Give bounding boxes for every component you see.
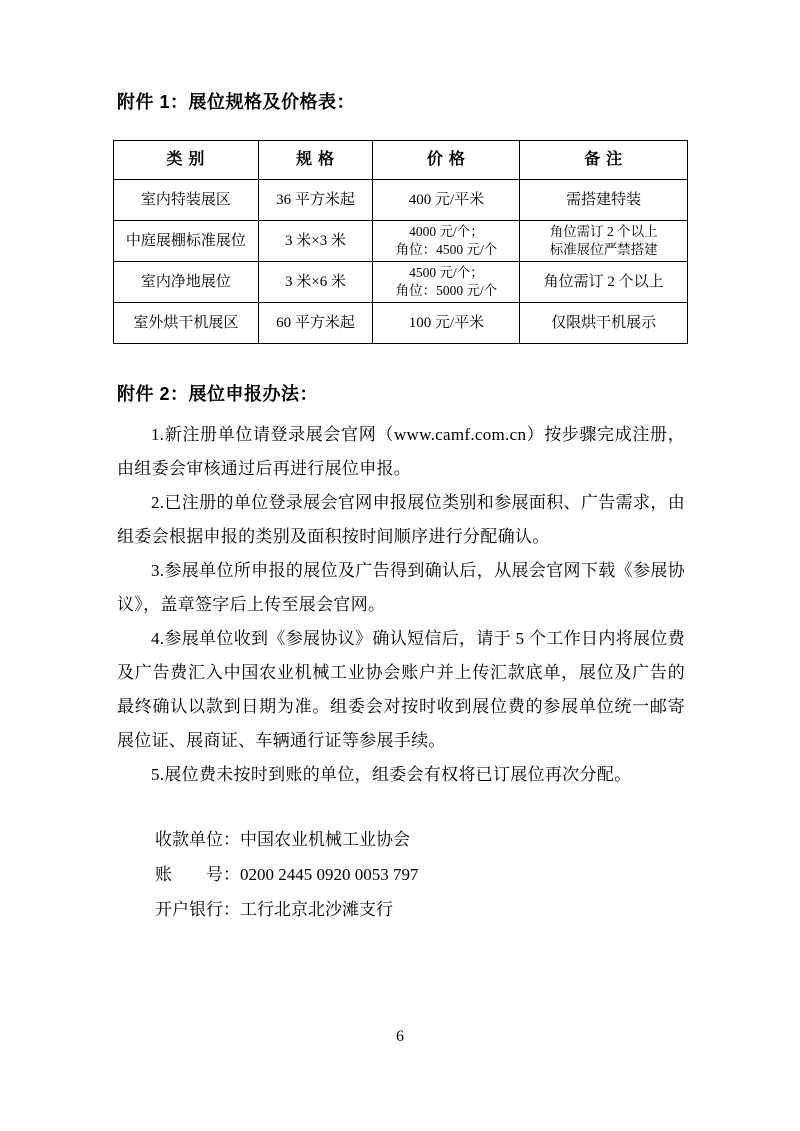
- account-number-line: 账 号：0200 2445 0920 0053 797: [155, 865, 419, 884]
- attachment2-title: 附件 2：展位申报办法：: [117, 384, 319, 404]
- cell-note-line: 角位需订 2 个以上: [549, 224, 658, 239]
- procedure-step-2: 2.已注册的单位登录展会官网申报展位类别和参展面积、广告需求，由组委会根据申报的类别及面积按时间顺序进行分配确认。: [117, 493, 685, 546]
- cell-price-line: 4000 元/个；: [409, 224, 484, 239]
- table-row: [114, 303, 688, 344]
- table-row: [114, 180, 688, 221]
- cell-spec: 3 米×6 米: [258, 262, 373, 303]
- booth-price-table: [113, 140, 688, 344]
- cell-category: 中庭展棚标准展位: [114, 221, 259, 262]
- cell-note: [520, 221, 688, 262]
- cell-category: 室外烘干机展区: [114, 303, 259, 344]
- cell-category: 室内特装展区: [114, 180, 259, 221]
- cell-category: 室内净地展位: [114, 262, 259, 303]
- cell-spec: 36 平方米起: [258, 180, 373, 221]
- procedure-step-1: 1.新注册单位请登录展会官网（www.camf.com.cn）按步骤完成注册，由组委会审核通过后再进行展位申报。: [117, 425, 685, 478]
- header-spec: 规 格: [258, 141, 373, 180]
- cell-price: [373, 262, 520, 303]
- cell-spec: 3 米×3 米: [258, 221, 373, 262]
- header-price: 价 格: [373, 141, 520, 180]
- page-number: 6: [396, 1028, 404, 1045]
- cell-spec: 60 平方米起: [258, 303, 373, 344]
- cell-note-line: 标准展位严禁搭建: [549, 242, 658, 257]
- cell-price: 400 元/平米: [373, 180, 520, 221]
- payment-info: [155, 822, 685, 927]
- attachment1-title: 附件 1：展位规格及价格表：: [117, 92, 356, 112]
- cell-note: 角位需订 2 个以上: [520, 262, 688, 303]
- payee-line: 收款单位：中国农业机械工业协会: [155, 830, 410, 849]
- table-row: [114, 262, 688, 303]
- cell-note: 仅限烘干机展示: [520, 303, 688, 344]
- cell-price-line: 角位：5000 元/个: [395, 283, 498, 298]
- cell-price: [373, 221, 520, 262]
- bank-line: 开户银行：工行北京北沙滩支行: [155, 900, 393, 919]
- header-note: 备 注: [520, 141, 688, 180]
- table-row: [114, 221, 688, 262]
- cell-note: 需搭建特装: [520, 180, 688, 221]
- cell-price-line: 角位：4500 元/个: [395, 242, 498, 257]
- procedure-step-3: 3.参展单位所申报的展位及广告得到确认后，从展会官网下载《参展协议》，盖章签字后上传至展会官网。: [117, 561, 685, 614]
- procedure-step-5: 5.展位费未按时到账的单位，组委会有权将已订展位再次分配。: [151, 765, 632, 784]
- cell-price-line: 4500 元/个；: [409, 265, 484, 280]
- header-category: 类 别: [114, 141, 259, 180]
- procedure-step-4: 4.参展单位收到《参展协议》确认短信后，请于 5 个工作日内将展位费及广告费汇入中国农业机械工业协会账户并上传汇款底单，展位及广告的最终确认以款到日期为准。组委会对按时收到展位费的参展单位统一邮寄展位证、展商证、车辆通行证等参展手续。: [117, 629, 685, 750]
- cell-price: 100 元/平米: [373, 303, 520, 344]
- table-header-row: [114, 141, 688, 180]
- procedure-paragraphs: [117, 418, 685, 792]
